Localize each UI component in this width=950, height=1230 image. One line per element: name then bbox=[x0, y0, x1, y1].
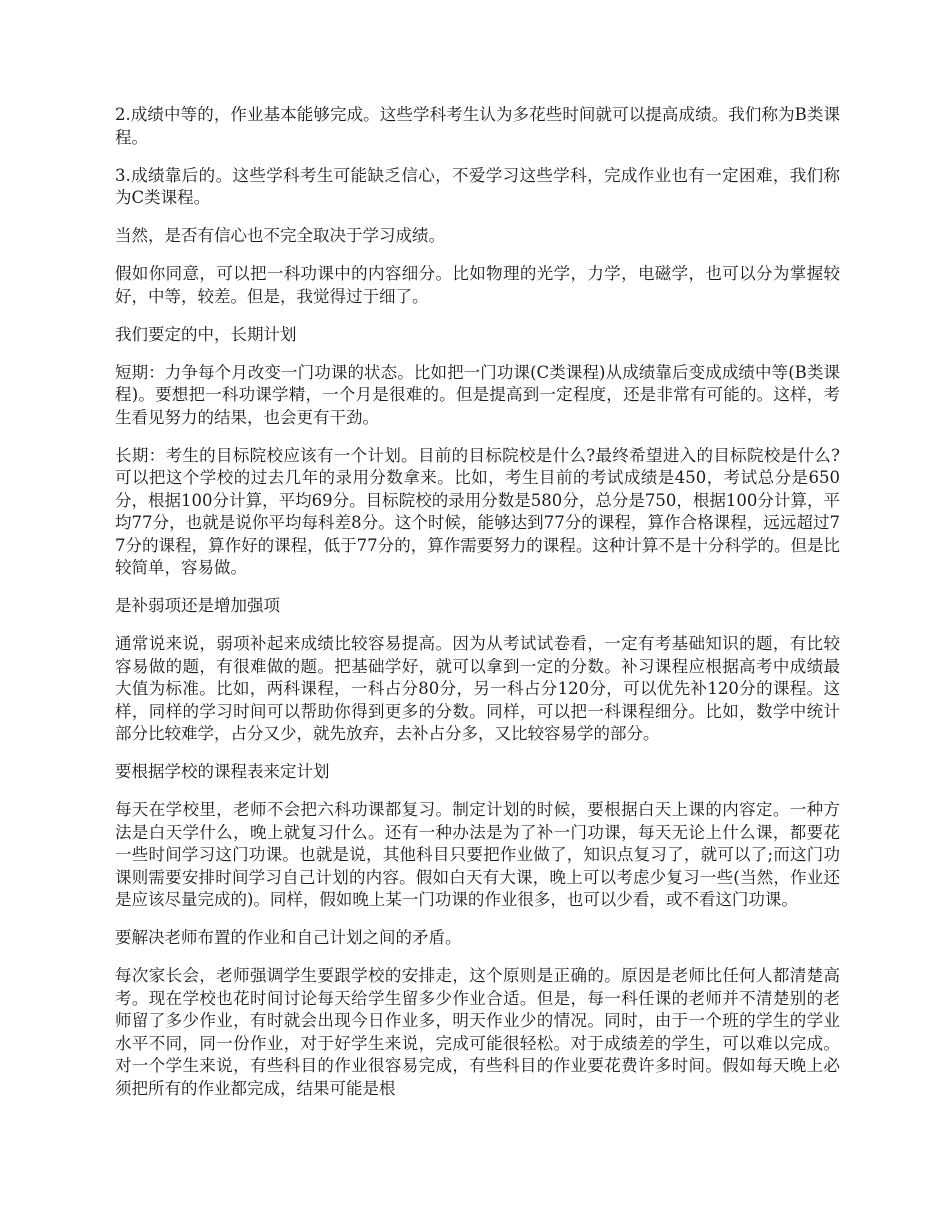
paragraph-homework: 每次家长会，老师强调学生要跟学校的安排走，这个原则是正确的。原因是老师比任何人都清楚高考。现在学校也花时间讨论每天给学生留多少作业合适。但是，每一科任课的老师并不清楚别的老师留了多少作业，有时就会出现今日作业多，明天作业少的情况。同时，由于一个班的学生的学业水平不同，同一份作业，对于好学生来说，完成可能很轻松。对于成绩差的学生，可以难以完成。对一个学生来说，有些科目的作业很容易完成，有些科目的作业要花费许多时间。假如每天晚上必须把所有的作业都完成，结果可能是根 bbox=[115, 966, 840, 1098]
section-heading-weak-strong: 是补弱项还是增加强项 bbox=[115, 596, 280, 615]
paragraph-short-term: 短期：力争每个月改变一门功课的状态。比如把一门功课(C类课程)从成绩靠后变成成绩中等(B类课程)。要想把一科功课学精，一个月是很难的。但是提高到一定程度，还是非常有可能的。这样，考生看见努力的结果，也会更有干劲。 bbox=[115, 362, 840, 427]
paragraph-b-class: 2.成绩中等的，作业基本能够完成。这些学科考生认为多花些时间就可以提高成绩。我们称为B类课程。 bbox=[115, 105, 840, 147]
section-heading-plans: 我们要定的中，长期计划 bbox=[115, 324, 297, 344]
section-heading-schedule: 要根据学校的课程表来定计划 bbox=[115, 762, 330, 781]
paragraph-long-term: 长期：考生的目标院校应该有一个计划。目前的目标院校是什么?最终希望进入的目标院校是什么?可以把这个学校的过去几年的录用分数拿来。比如，考生目前的考试成绩是450，考试总分是650分，根据100分计算，平均69分。目标院校的录用分数是580分，总分是750，根据100分计算，平均77分，也就是说你平均每科差8分。这个时候，能够达到77分的课程，算作合格课程，远远超过77分的课程，算作好的课程，低于77分的，算作需要努力的课程。这种计算不是十分科学的。但是比较简单，容易做。 bbox=[115, 445, 840, 577]
paragraph-weak-strong: 通常说来说，弱项补起来成绩比较容易提高。因为从考试试卷看，一定有考基础知识的题，有比较容易做的题，有很难做的题。把基础学好，就可以拿到一定的分数。补习课程应根据高考中成绩最大值为标准。比如，两科课程，一科占分80分，另一科占分120分，可以优先补120分的课程。这样，同样的学习时间可以帮助你得到更多的分数。同样，可以把一科课程细分。比如，数学中统计部分比较难学，占分又少，就先放弃，去补占分多，又比较容易学的部分。 bbox=[115, 634, 840, 743]
document-page bbox=[115, 104, 840, 1116]
section-heading-homework: 要解决老师布置的作业和自己计划之间的矛盾。 bbox=[115, 928, 462, 947]
paragraph-schedule: 每天在学校里，老师不会把六科功课都复习。制定计划的时候，要根据白天上课的内容定。一种方法是白天学什么，晚上就复习什么。还有一种办法是为了补一门功课，每天无论上什么课，都要花一些时间学习这门功课。也就是说，其他科目只要把作业做了，知识点复习了，就可以了;而这门功课则需要安排时间学习自己计划的内容。假如白天有大课，晚上可以考虑少复习一些(当然，作业还是应该尽量完成的)。同样，假如晚上某一门功课的作业很多，也可以少看，或不看这门功课。 bbox=[115, 800, 840, 909]
paragraph-confidence: 当然，是否有信心也不完全取决于学习成绩。 bbox=[115, 226, 445, 245]
paragraph-c-class: 3.成绩靠后的。这些学科考生可能缺乏信心，不爱学习这些学科，完成作业也有一定困难，我们称为C类课程。 bbox=[115, 165, 840, 207]
paragraph-subdivide: 假如你同意，可以把一科功课中的内容细分。比如物理的光学，力学，电磁学，也可以分为掌握较好，中等，较差。但是，我觉得过于细了。 bbox=[115, 264, 840, 306]
